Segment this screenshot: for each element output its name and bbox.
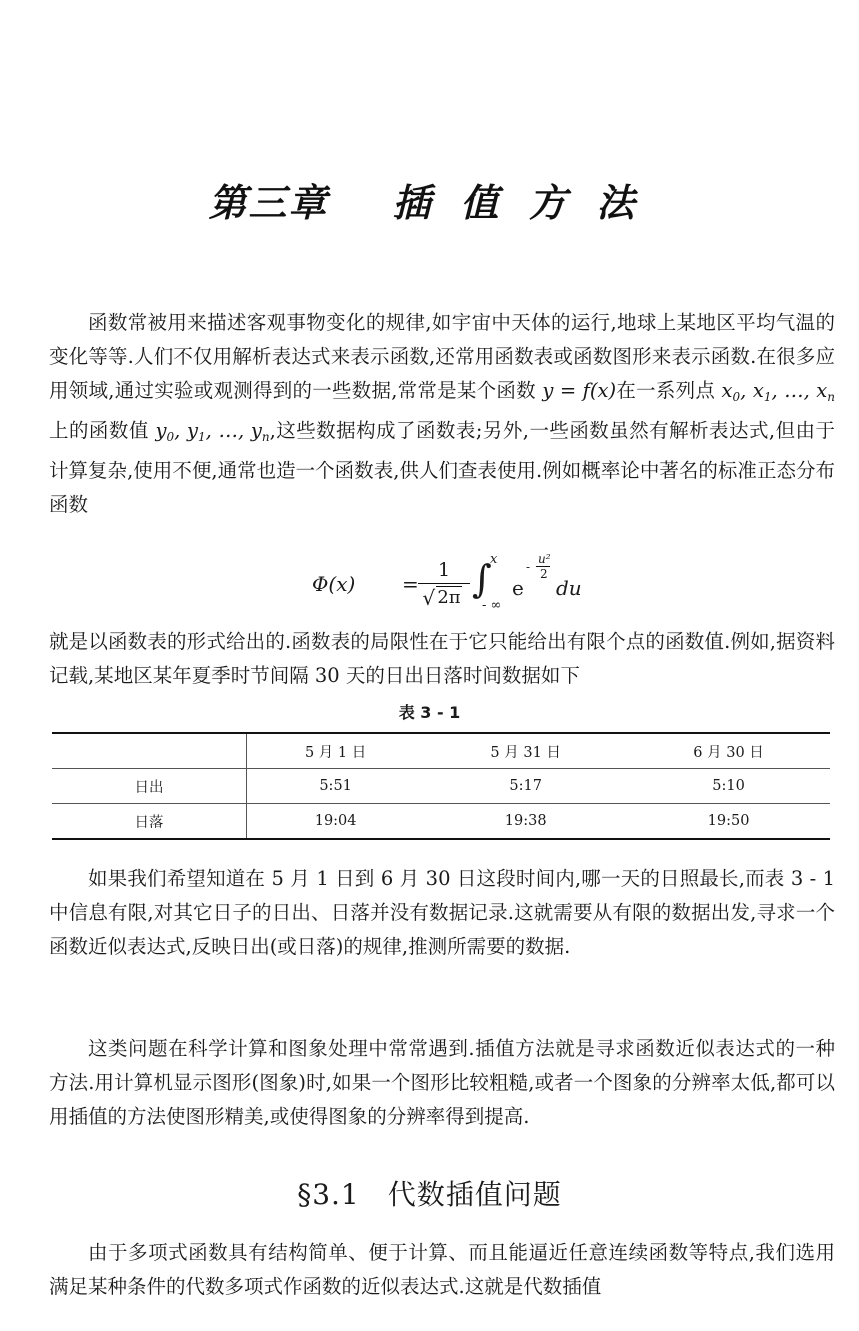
table-header-cell: 6 月 30 日 xyxy=(627,733,830,769)
x-points: $x_0$, $x_1$, …, $x_n$ xyxy=(721,379,835,404)
row-label: 日落 xyxy=(52,804,247,840)
section-heading xyxy=(0,1173,859,1213)
chapter-title-char: 插 xyxy=(392,181,433,225)
intro-text: 函数常被用来描述客观事物变化的规律,如宇宙中天体的运行,地球上某地区平均气温的变化等等.人们不仅用解析表达式来表示函数,还常用函数表或函数图形来表示函数.在很多应用领域,通过实验或观测得到的一些数据,常常是某个函数 xyxy=(49,311,835,402)
y-values: $y_0$, $y_1$, …, $y_n$ xyxy=(155,419,270,444)
table-cell: 19:04 xyxy=(247,804,425,840)
table-cell: 5:10 xyxy=(627,769,830,804)
normal-distribution-formula: Φ(x) = 1 √ 2π ∫ x - ∞ e - u² 2 du xyxy=(312,550,612,620)
sunrise-sunset-table xyxy=(52,732,830,840)
table-row xyxy=(52,804,830,840)
integral-upper-limit: x xyxy=(490,552,498,567)
chapter-title-char: 值 xyxy=(460,181,501,225)
table-header-cell: 5 月 31 日 xyxy=(424,733,627,769)
formula-lhs: Φ(x) xyxy=(312,572,356,596)
intro-paragraph xyxy=(49,306,835,522)
chapter-number: 第三章 xyxy=(208,181,329,225)
table-cell: 5:17 xyxy=(424,769,627,804)
formula-differential: du xyxy=(556,576,582,600)
paragraph-4: 这类问题在科学计算和图象处理中常常遇到.插值方法就是寻求函数近似表达式的一种方法.用计算机显示图形(图象)时,如果一个图形比较粗糙,或者一个图象的分辨率太低,都可以用插值的方法使图形精美,或使得图象的分辨率得到提高. xyxy=(49,1037,835,1128)
paragraph-5: 由于多项式函数具有结构简单、便于计算、而且能逼近任意连续函数等特点,我们选用满足某种条件的代数多项式作函数的近似表达式.这就是代数插值 xyxy=(49,1241,835,1298)
table-header-cell: 5 月 1 日 xyxy=(247,733,425,769)
table-header-cell xyxy=(52,733,247,769)
table-cell: 5:51 xyxy=(247,769,425,804)
formula-equals: = xyxy=(402,572,419,596)
intro-text: 在一系列点 xyxy=(616,379,722,402)
table-cell: 19:50 xyxy=(627,804,830,840)
chapter-title-char: 方 xyxy=(528,181,569,225)
chapter-title-char: 法 xyxy=(596,181,637,225)
integral-sign: ∫ xyxy=(472,557,492,601)
paragraph-2: 就是以函数表的形式给出的.函数表的局限性在于它只能给出有限个点的函数值.例如,据资料记载,某地区某年夏季时节间隔 30 天的日出日落时间数据如下 xyxy=(49,630,835,687)
chapter-title xyxy=(0,172,859,227)
section-title: 代数插值问题 xyxy=(387,1178,562,1211)
table-row xyxy=(52,769,830,804)
section-number: §3.1 xyxy=(297,1178,360,1211)
intro-text: ,这些数据构成了函数表;另外,一些函数虽然有解析表达式,但由于计算复杂,使用不便,通常也造一个函数表,供人们查表使用.例如概率论中著名的标准正态分布函数 xyxy=(49,419,836,516)
table-caption: 表 3 - 1 xyxy=(398,703,461,722)
formula-denominator: √ 2π xyxy=(418,585,470,611)
paragraph-3: 如果我们希望知道在 5 月 1 日到 6 月 30 日这段时间内,哪一天的日照最长,而表 3 - 1 中信息有限,对其它日子的日出、日落并没有数据记录.这就需要从有限的数据出发,寻求一个函数近似表达式,反映日出(或日落)的规律,推测所需要的数据. xyxy=(49,867,835,958)
row-label: 日出 xyxy=(52,769,247,804)
integral-lower-limit: - ∞ xyxy=(482,598,502,613)
intro-text: 上的函数值 xyxy=(49,419,156,442)
formula-fraction xyxy=(418,558,470,611)
table-header-row xyxy=(52,733,830,769)
formula-exp-base: e xyxy=(512,576,524,600)
fraction-bar xyxy=(418,583,470,584)
formula-numerator: 1 xyxy=(437,559,451,581)
function-expression: y = f(x) xyxy=(542,379,617,402)
table-cell: 19:38 xyxy=(424,804,627,840)
